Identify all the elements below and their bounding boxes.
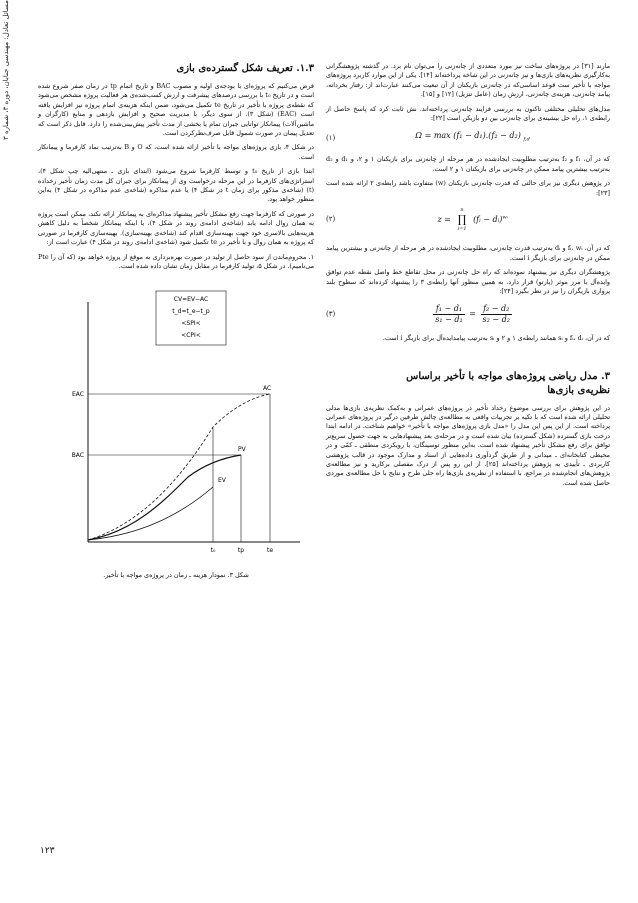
equation-3 [326,304,610,324]
t0-label: t₀ [210,547,216,555]
journal-running-head: مسائل تعادل: مهندسی جنابان، دوره ۳، شماره ۳ [2,0,10,140]
box-line: t_d=t_e−t_p [172,308,210,316]
section-title: ۳. مدل ریاضی پروژه‌های مواجه با تأخیر براساس نظریه‌ی بازی‌ها [406,370,610,396]
right-column [326,62,610,493]
figure-caption: شکل ۳. نمودار هزینه ـ زمان در پروژه‌ی مواجه با تأخیر. [103,571,249,580]
ev-label: EV [218,477,226,485]
product-operator: n ∏ i=1 [457,207,467,232]
ac-label: AC [263,385,272,393]
equation-body: z = n ∏ i=1 (fᵢ − dᵢ)$^{wᵢ}$ [335,206,610,234]
paragraph: فرض می‌کنیم که پروژه‌ای با بودجه‌ی اولیه و مصوب BAC و تاریخ اتمام tp در زمان صفر شروع شده است و در تاریخ t₀ با بررسی درصدهای پیشرفت و ارزش کسب‌شده‌ی هر فعالیت پروژه مشخص می‌شود که نقطه‌ی پروژه با تأخیر در تاریخ te تکمیل می‌شود، ضمن اینکه هزینه‌ی اتمام پروژه نیز افزایش یافته است (EAC) (شکل ۳). از سوی دیگر، با مدیریت صحیح و افزایش بازدهی و منابع (کارگران و ماشین‌آلات) پیمانکار توانایی جبران تمام یا بخشی از مدت تأخیر پیش‌بینی‌شده را دارد. قابل ذکر است که تعدیل پیمان در صورت شمول قابل صرف‌نظرکردن است. [38,82,315,138]
box-line: <CPI< [181,332,201,340]
paragraph: ابتدا بازی از تاریخ t₀ و توسط کارفرما شروع می‌شود (ابتدای بازی ـ منتهی‌الیه چپ شکل ۴)، استراتژی‌های کارفرما در این مرحله درخواست وی از پیمانکار برای جبران کل مدت زمان تأخیر رخداده (t) (شاخه‌ی مذکور برای زمان t در شکل ۴) یا عدم مذاکره (شاخه‌ی عدم مذاکره در شکل ۴) به‌این منظور خواهد بود. [38,167,315,204]
equation-body: Ω = max (f₁ − d₁).(f₂ − d₂) $_{f,d}$ [415,131,530,144]
bac-label: BAC [71,452,84,460]
paragraph: در پژوهش دیگری نیز برای حالتی که قدرت چانه‌زنی بازیکنان (w) متفاوت باشد رابطه‌ی ۲ ارائه شده است [۲۳]: [326,179,610,197]
paragraph: ۱. محروم‌ماندن از سود حاصل از تولید در صورت بهره‌برداری به موقع از پروژه خواهد بود (که آن را Pte می‌نامیم). در شکل ۵، تولید کارفرما در مقابل زمان نشان داده شده است. [38,252,314,270]
pv-curve [88,455,241,540]
pv-label: PV [238,446,246,454]
equation-number: (۲) [326,215,336,224]
section-title: ۱.۳. تعریف شکل گسترده‌ی بازی [176,63,314,74]
box-line: CV=EV−AC [173,296,209,304]
paragraph: مارند [۳۱] در پروژه‌های ساخت نیز مورد متعددی از چانه‌زنی را می‌توان نام برد. در گذشته پژوهشگرانی به‌کارگیری نظریه‌های بازی‌ها و نیز چانه‌زنی در این شاخه پرداخته‌اند [۱۴]. یکی از این موارد کاربرد پروژه‌های مواجه با تأخیر ست قوعد اساسی‌که در چانه‌زنی بازیکنان از آن تبعیت می‌کنند عبارت‌اند از: رفتار بخردانه، پیامد چانه‌زنی، هزینه‌ی چانه‌زنی، ارزش زمان (عامل تنزیل) [۱۲] و [۱۵]. [326,62,610,99]
paragraph: که در آن، f₁ و f₂ به‌ترتیب مطلوبیت ایجادشده در هر مرحله از چانه‌زنی برای بازیکنان ۱ و ۲، و d₁ و d₂ به‌ترتیب بیشترین پیامد ممکن در چانه‌زنی برای بازیکنان ۱ و ۲ است. [326,155,610,173]
eac-label: EAC [72,391,84,399]
ac-curve [88,394,270,540]
ev-curve [88,487,213,540]
paragraph: در صورتی که کارفرما جهت رفع مشکل تأخیر پیشنهاد مذاکره‌ای به پیمانکار ارائه نکند، ممکن است پروژه به همان روال ادامه یابد (شاخه‌ی ادامه‌ی روند در شکل ۴)، یا اینکه پیمانکار شخصاً به دلیل کاهش هزینه‌هایی بالاسری خود جهت بهینه‌سازی اقدام کند (شاخه‌ی بهینه‌سازی). بهینه‌سازی کارفرما در صورتی که پروژه به همان روال و با تأخیر در te تکمیل شود (شاخه‌ی ادامه‌ی روند در شکل ۴) عبارت است از: [38,209,314,247]
page-number: ۱۲۳ [40,846,55,856]
paragraph: مدل‌های تحلیلی مختلفی تاکنون به بررسی فرایند چانه‌زنی پرداخته‌اند. نش ثابت کرد که پاسخ حاصل از رابطه‌ی ۱، راه حل بیشینه‌ی برای چانه‌زنی بین دو بازیکن است [۲۲]: [326,104,610,123]
paragraph: در شکل ۴، بازی پروژه‌های مواجه با تأخیر ارائه شده است، که O و B به‌ترتیب نماد کارفرما و پیمانکار است. [38,143,315,161]
equation-1 [326,131,610,145]
paragraph: در این پژوهش برای بررسی موضوع رخداد تأخیر در پروژه‌های عمرانی و به‌کمک نظریه‌ی بازی‌ها مدلی تحلیلی ارائه شده است که با تکیه بر تجربیات واقعی به مطالعه‌ی چالش طرفین درگیر در پروژه‌های عمرانی پرداخته است. از این پس این مدل را «مدل بازی پروژه‌های مواجه با تأخیر» خواهیم شناخت. در ادامه ابتدا درخت بازی گسترده (شکل گسترده) بیان شده است و در مرحله‌ی بعد پیشنهادهایی به جهت حصول سریع‌تر توافق برای رفع مشکل تأخیر پیشنهاد شده است. به‌این منظور توسینگان، با رویکردی منطقی ـ کمّی و در محیطی کتابخانه‌ای ـ میدانی و از طریق گردآوری داده‌هایی از اسناد و مدارک موجود در قالب پژوهشی کاربردی ـ تأییدی به پژوهش پرداخته‌اند [۲۵]. از این رو پس از درک مفصلی برکارید و نیز مطالعه‌ی پژوهش‌های انجام‌شده در مراجع، با استفاده از نظریه‌ی بازی‌ها راه حلی طرح و نتایج با حل مطالعه‌ی موردی حاصل شده است. [326,403,611,487]
equation-number: (۱) [326,133,336,142]
equation-body: $\frac{\text{f₁ − d₁}}{\text{s₁ − d₁}}$ = $\frac{\text{f₂ − d₂}}{\text{s₂ − d₂}}$ [435,304,510,324]
paragraph: که در آن، fᵢ، dᵢ و sᵢ همانند رابطه‌ی ۱ و ۲ و sᵢ به‌ترتیب پیامدایده‌آل برای بازیگر i است. [382,334,610,343]
te-label: te [266,547,274,555]
paragraph: که در آن، fᵢ، wᵢ و dᵢ به‌ترتیب قدرت چانه‌زنی، مطلوبیت ایجادشده در هر مرحله از چانه‌زنی و بیشترین پیامد ممکن در چانه‌زنی برای بازیگر i است. [326,244,610,262]
equation-2 [326,206,610,234]
left-column [38,62,314,581]
paragraph: پژوهشگران دیگری نیز پیشنهاد نموده‌اند که راه حل چانه‌زنی در محل تقاطع خط واصل نقطه عدم توافق وایده‌آل با مرز موثر (پارتو) قرار دارد. به همین منظور آنها رابطه‌ی ۳ را پیشنهاد کرده‌اند که سطوح بلند پروازی بازیگران را نیز در نظر بگیرد [۲۴]: [326,268,611,295]
tp-label: tp [237,547,245,555]
box-line: <SPI< [181,320,201,328]
cost-time-diagram [38,277,314,567]
equation-number: (۳) [326,309,336,318]
figure-cost-time [38,277,314,567]
